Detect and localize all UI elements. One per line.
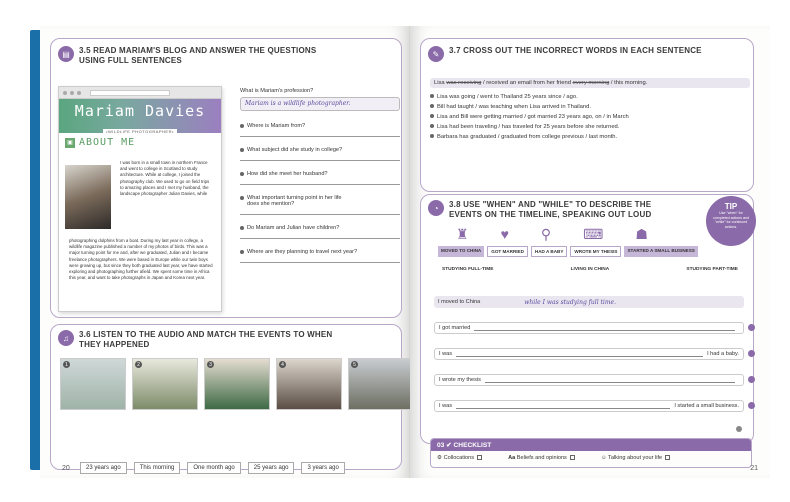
question: What subject did she study in college? — [240, 147, 400, 153]
time-label[interactable]: One month ago — [187, 462, 240, 474]
question: How did she meet her husband? — [240, 171, 400, 177]
tip-bubble — [706, 196, 756, 246]
photo-icon: ▣ — [65, 138, 75, 148]
speaker-icon[interactable] — [748, 350, 755, 357]
blog-text-side: I was born in a small town in northern France and went to college in Scotland to study architecture. While at college, I joined the photography club. We used to go on field trips to amazing places and I met my husband, the landscape photographer Julian Davies, while — [120, 160, 210, 197]
section-3-7-header: ✎ 3.7 CROSS OUT THE INCORRECT WORDS IN EACH SENTENCE — [428, 46, 702, 62]
sentence[interactable]: Barbara has graduated / graduated from college previous / last month. — [430, 132, 750, 142]
page-number: 21 — [750, 465, 758, 472]
sentence[interactable]: Bill had taught / was teaching when Lisa arrived in Thailand. — [430, 102, 750, 112]
photo-2: 2 — [132, 358, 198, 410]
example-answer: Mariam is a wildlife photographer. — [245, 100, 351, 107]
checklist-item[interactable]: ⚙ Collocations — [437, 455, 482, 461]
book-icon: ▤ — [58, 46, 74, 62]
question-text: What is Mariam's profession? — [240, 88, 314, 94]
fill-row[interactable]: I got married — [434, 322, 744, 334]
traveler-icon: ♜ — [456, 226, 469, 242]
right-page — [410, 26, 770, 478]
blog-name: Mariam Davies — [74, 102, 206, 120]
blog-card — [58, 86, 222, 312]
questions-list — [240, 86, 400, 263]
couple-icon: ♥ — [500, 226, 509, 242]
timeline — [430, 226, 750, 272]
answer-line[interactable] — [240, 153, 400, 161]
section-title-line2: USING FULL SENTENCES — [79, 56, 182, 65]
headphones-icon: ♫ — [58, 330, 74, 346]
blog-banner — [59, 99, 221, 133]
stroller-icon: ⚲ — [540, 226, 552, 242]
question: Do Mariam and Julian have children? — [240, 225, 400, 231]
question: What important turning point in her life — [240, 195, 400, 201]
photographer-photo — [65, 165, 111, 229]
fill-row[interactable]: I wrote my thesis — [434, 374, 744, 386]
time-labels — [80, 462, 345, 474]
section-3-5-header — [58, 46, 316, 66]
answer-line[interactable] — [240, 255, 400, 263]
timeline-phases: STUDYING FULL-TIME LIVING IN CHINA STUDYING PART-TIME — [442, 267, 738, 272]
about-label: ABOUT ME — [79, 137, 136, 148]
question: Where is Mariam from? — [240, 123, 400, 129]
tip-title: TIP — [724, 202, 738, 211]
speech-icon: ◔ — [428, 200, 444, 216]
speaker-icon[interactable] — [748, 402, 755, 409]
desk-icon: ⌨ — [583, 226, 604, 242]
answer-line[interactable] — [240, 129, 400, 137]
blog-subtitle: •WILDLIFE PHOTOGRAPHER• — [103, 129, 177, 134]
question: Where are they planning to travel next year? — [240, 249, 400, 255]
fill-row[interactable]: I was I had a baby. — [434, 348, 744, 360]
question-cont: does she mention? — [247, 201, 295, 207]
photo-5: 5 — [348, 358, 414, 410]
section-3-6-header: ♫ 3.6 LISTEN TO THE AUDIO AND MATCH THE EVENTS TO WHEN THEY HAPPENED — [58, 330, 332, 350]
section-title: READ MARIAM'S BLOG AND ANSWER THE QUESTIONS — [93, 46, 317, 55]
question — [240, 88, 400, 111]
fill-row[interactable]: I was I started a small business. — [434, 400, 744, 412]
speaker-icon[interactable] — [748, 324, 755, 331]
answer-line[interactable] — [240, 207, 400, 215]
page-number: 20 — [62, 465, 70, 472]
example-sentence: Lisa was receiving / received an email from her friend every morning / this morning. — [430, 78, 750, 88]
photo-4: 4 — [276, 358, 342, 410]
time-label[interactable]: 3 years ago — [301, 462, 344, 474]
timeline-tags: MOVED TO CHINA GOT MARRIED HAD A BABY WROTE MY THESIS STARTED A SMALL BUSINESS — [438, 246, 750, 257]
handshake-icon: ☗ — [635, 226, 648, 242]
answer-line[interactable] — [240, 177, 400, 185]
sentence[interactable]: Lisa and Bill were getting married / got married 23 years ago, on / in March — [430, 112, 750, 122]
time-label[interactable]: 25 years ago — [248, 462, 295, 474]
checklist-item[interactable]: ☺ Talking about your life — [601, 455, 670, 461]
example-answer-box — [240, 97, 400, 111]
checklist-items — [431, 451, 751, 465]
sentence[interactable]: Lisa was going / went to Thailand 25 years since / ago. — [430, 92, 750, 102]
sentences-list — [430, 78, 750, 142]
sentence[interactable]: Lisa had been traveling / has traveled for 25 years before she returned. — [430, 122, 750, 132]
checklist-item[interactable]: Aa Beliefs and opinions — [508, 455, 575, 461]
section-number: 3.5 — [79, 46, 91, 55]
checklist-header: 03 ✔ CHECKLIST — [431, 439, 751, 451]
photo-1: 1 — [60, 358, 126, 410]
section-3-8-header: ◔ 3.8 USE "WHEN" AND "WHILE" TO DESCRIBE THE EVENTS ON THE TIMELINE, SPEAKING OUT LOUD — [428, 200, 651, 220]
time-label[interactable]: This morning — [134, 462, 181, 474]
left-page — [40, 26, 410, 478]
time-label[interactable]: 23 years ago — [80, 462, 127, 474]
example-row: I moved to China while I was studying full time. — [434, 296, 744, 308]
url-bar — [90, 90, 170, 96]
pencil-icon: ✎ — [428, 46, 444, 62]
photo-3: 3 — [204, 358, 270, 410]
example-answer: while I was studying full time. — [524, 298, 616, 306]
speaker-icon[interactable] — [748, 376, 755, 383]
audio-photos — [60, 358, 414, 410]
audio-icon[interactable] — [736, 426, 742, 432]
blog-text-bottom: photographing dolphins from a boat. During my last year in college, a wildlife magazine published a number of my photos of birds. This was a major turning point for me and, after we graduated, Julian and I became freelance photographers. We were based in Europe while our twin boys were growing up, but since they both graduated last year, we have started exploring and photographing further afield. We spent some time in Africa this year, and want to take photographs in Japan and Korea next year. — [69, 238, 213, 281]
tip-body: Use "when" for completed actions and "while" for continued actions. — [713, 211, 749, 229]
answer-line[interactable] — [240, 231, 400, 239]
checklist — [430, 438, 752, 468]
browser-bar — [59, 87, 221, 99]
